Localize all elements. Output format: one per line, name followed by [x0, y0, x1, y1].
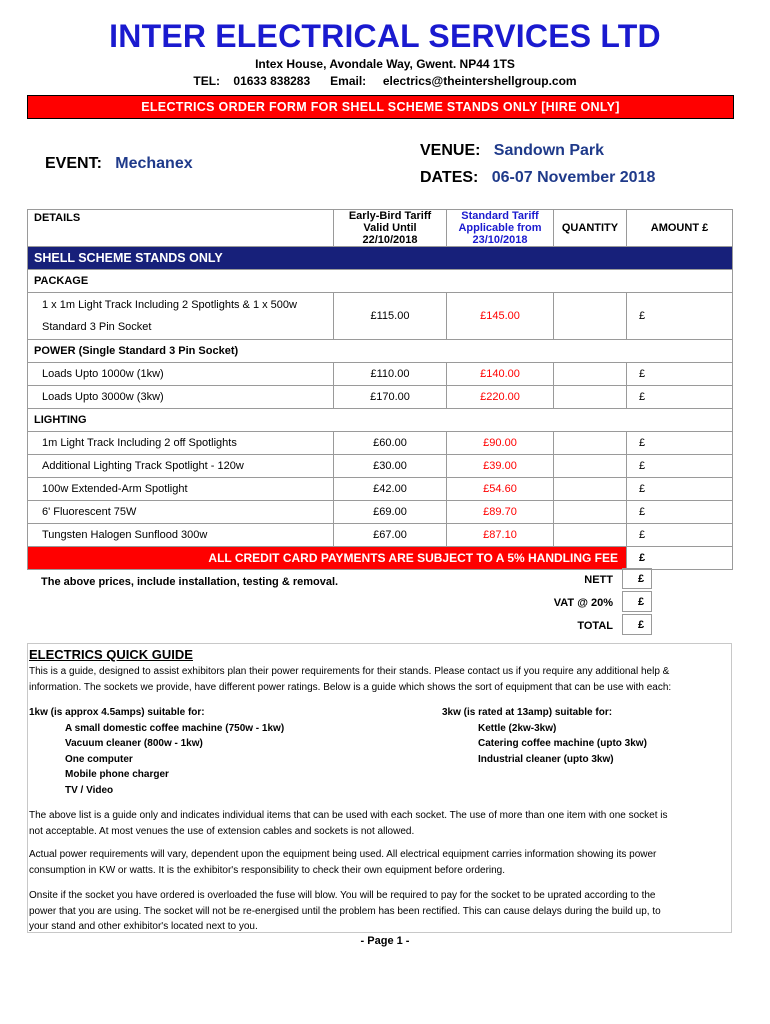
package-line: 1 x 1m Light Track Including 2 Spotlights & 1 x 500w: [42, 299, 297, 311]
guide-paragraph-line: consumption in KW or watts. It is the exhibitor's responsibility to check their own equipment before ordering.: [29, 864, 506, 876]
quantity-input[interactable]: [554, 478, 627, 501]
table-row: [28, 455, 733, 478]
guide-paragraph-1: [29, 808, 729, 839]
pricing-table: [27, 209, 733, 570]
credit-card-notice: ALL CREDIT CARD PAYMENTS ARE SUBJECT TO A 5% HANDLING FEE: [28, 547, 627, 570]
quantity-input[interactable]: [554, 524, 627, 547]
standard-tariff-header: [447, 210, 554, 247]
list-item: A small domestic coffee machine (750w - 1kw): [65, 722, 285, 734]
early-bird-header: [334, 210, 447, 247]
amount-cell[interactable]: £: [627, 293, 733, 340]
standard-price: £39.00: [447, 455, 554, 478]
standard-price: £54.60: [447, 478, 554, 501]
standard-header-line: Applicable from: [458, 222, 542, 234]
early-price: £60.00: [334, 432, 447, 455]
tel-number: 01633 838283: [233, 74, 311, 88]
standard-price: £140.00: [447, 363, 554, 386]
amount-cell[interactable]: £: [627, 455, 733, 478]
amount-cell[interactable]: £: [627, 478, 733, 501]
list-item: TV / Video: [65, 784, 114, 796]
early-bird-header-line: Early-Bird Tariff: [348, 210, 432, 222]
early-bird-header-line: Valid Until: [363, 222, 417, 234]
item-description: Loads Upto 3000w (3kw): [28, 386, 334, 409]
table-header-row: [28, 210, 733, 247]
quantity-input[interactable]: [554, 432, 627, 455]
email-label: Email:: [330, 74, 367, 88]
credit-card-row: [28, 547, 733, 570]
guide-1kw-list: [29, 705, 284, 798]
list-item: One computer: [65, 753, 133, 765]
early-price: £115.00: [334, 293, 447, 340]
tel-label: TEL:: [193, 74, 221, 88]
total-value[interactable]: £: [622, 614, 652, 635]
list-item: Industrial cleaner (upto 3kw): [478, 753, 614, 765]
guide-intro: [29, 664, 729, 695]
guide-3kw-heading: 3kw (is rated at 13amp) suitable for:: [442, 707, 613, 718]
package-description: [28, 293, 334, 340]
guide-paragraph-line: Onsite if the socket you have ordered is overloaded the fuse will blow. You will be required to pay for the socket to be uprated according to the: [29, 890, 656, 901]
page-number: - Page 1 -: [360, 935, 410, 947]
venue-value: Sandown Park: [493, 142, 605, 159]
amount-cell[interactable]: £: [627, 524, 733, 547]
venue-label: VENUE:: [420, 142, 481, 159]
guide-paragraph-line: The above list is a guide only and indicates individual items that can be used with each socket. The use of more than one item with one socket is: [29, 810, 668, 821]
event-row: [45, 155, 193, 173]
standard-price: £90.00: [447, 432, 554, 455]
contact-line: [0, 74, 770, 88]
list-item: Mobile phone charger: [65, 769, 169, 780]
quantity-input[interactable]: [554, 293, 627, 340]
price-note: The above prices, include installation, testing & removal.: [41, 576, 339, 588]
guide-3kw-list: [442, 705, 647, 767]
guide-paragraph-3: [29, 888, 729, 935]
total-label: TOTAL: [577, 620, 613, 632]
power-subheader-row: [28, 340, 733, 363]
early-price: £69.00: [334, 501, 447, 524]
amount-cell[interactable]: £: [627, 363, 733, 386]
event-value: Mechanex: [115, 155, 193, 172]
item-description: Loads Upto 1000w (1kw): [28, 363, 334, 386]
package-line: Standard 3 Pin Socket: [42, 321, 152, 333]
list-item: Vacuum cleaner (800w - 1kw): [65, 738, 203, 749]
lighting-label: LIGHTING: [28, 409, 733, 432]
package-label: PACKAGE: [28, 270, 733, 293]
guide-title: ELECTRICS QUICK GUIDE: [29, 647, 193, 662]
section-header-row: [28, 247, 733, 270]
early-price: £110.00: [334, 363, 447, 386]
event-label: EVENT:: [45, 155, 102, 172]
amount-cell[interactable]: £: [627, 501, 733, 524]
power-label: POWER (Single Standard 3 Pin Socket): [28, 340, 733, 363]
company-title: INTER ELECTRICAL SERVICES LTD: [109, 18, 661, 54]
guide-paragraph-line: Actual power requirements will vary, dependent upon the equipment being used. All electrical equipment carries information showing its power: [29, 849, 657, 860]
guide-paragraph-line: your stand and other exhibitor's located next to you.: [29, 921, 258, 932]
standard-price: £220.00: [447, 386, 554, 409]
table-row: [28, 293, 733, 340]
guide-paragraph-line: power that you are using. The socket will not be re-energised until the problem has been rectified. This can cause delays during the build up, to: [29, 905, 661, 917]
table-row: [28, 501, 733, 524]
item-description: Additional Lighting Track Spotlight - 120w: [28, 455, 334, 478]
item-description: 1m Light Track Including 2 off Spotlights: [28, 432, 334, 455]
early-price: £42.00: [334, 478, 447, 501]
vat-label: VAT @ 20%: [553, 597, 613, 609]
table-row: [28, 386, 733, 409]
table-row: [28, 478, 733, 501]
standard-header-line: Standard Tariff: [461, 210, 539, 222]
quantity-input[interactable]: [554, 455, 627, 478]
quantity-input[interactable]: [554, 501, 627, 524]
standard-price: £89.70: [447, 501, 554, 524]
credit-card-amount[interactable]: £: [627, 547, 733, 570]
nett-label: NETT: [584, 574, 613, 586]
details-header: DETAILS: [28, 210, 334, 247]
table-row: [28, 524, 733, 547]
early-bird-header-line: 22/10/2018: [362, 234, 418, 246]
early-price: £67.00: [334, 524, 447, 547]
list-item: Kettle (2kw-3kw): [478, 722, 557, 734]
guide-1kw-heading: 1kw (is approx 4.5amps) suitable for:: [29, 707, 205, 718]
guide-paragraph-2: [29, 847, 729, 878]
item-description: Tungsten Halogen Sunflood 300w: [28, 524, 334, 547]
list-item: Catering coffee machine (upto 3kw): [478, 738, 647, 749]
lighting-subheader-row: [28, 409, 733, 432]
email-address[interactable]: electrics@theintershellgroup.com: [382, 74, 577, 88]
section-title: SHELL SCHEME STANDS ONLY: [28, 247, 733, 270]
dates-value: 06-07 November 2018: [491, 169, 656, 186]
guide-intro-line: This is a guide, designed to assist exhibitors plan their power requirements for their stands. Please contact us if you require any additional help &: [29, 666, 670, 677]
item-description: 100w Extended-Arm Spotlight: [28, 478, 334, 501]
dates-label: DATES:: [420, 169, 479, 186]
quantity-input[interactable]: [554, 363, 627, 386]
item-description: 6' Fluorescent 75W: [28, 501, 334, 524]
early-price: £170.00: [334, 386, 447, 409]
venue-row: [420, 142, 604, 160]
nett-value[interactable]: £: [622, 568, 652, 589]
amount-cell[interactable]: £: [627, 432, 733, 455]
early-price: £30.00: [334, 455, 447, 478]
company-address: Intex House, Avondale Way, Gwent. NP44 1TS: [255, 57, 515, 71]
table-row: [28, 363, 733, 386]
quantity-input[interactable]: [554, 386, 627, 409]
dates-row: [420, 169, 655, 187]
standard-price: £87.10: [447, 524, 554, 547]
order-form-banner: ELECTRICS ORDER FORM FOR SHELL SCHEME STANDS ONLY [HIRE ONLY]: [27, 95, 734, 119]
guide-intro-line: information. The sockets we provide, have different power ratings. Below is a guide which shows the sort of equipment that can be use with each:: [29, 681, 672, 693]
guide-paragraph-line: not acceptable. At most venues the use of extension cables and sockets is not allowed.: [29, 825, 415, 837]
package-subheader-row: [28, 270, 733, 293]
standard-price: £145.00: [447, 293, 554, 340]
quantity-header: QUANTITY: [554, 210, 627, 247]
amount-cell[interactable]: £: [627, 386, 733, 409]
amount-header: AMOUNT £: [627, 210, 733, 247]
table-row: [28, 432, 733, 455]
standard-header-line: 23/10/2018: [472, 234, 528, 246]
vat-value[interactable]: £: [622, 591, 652, 612]
